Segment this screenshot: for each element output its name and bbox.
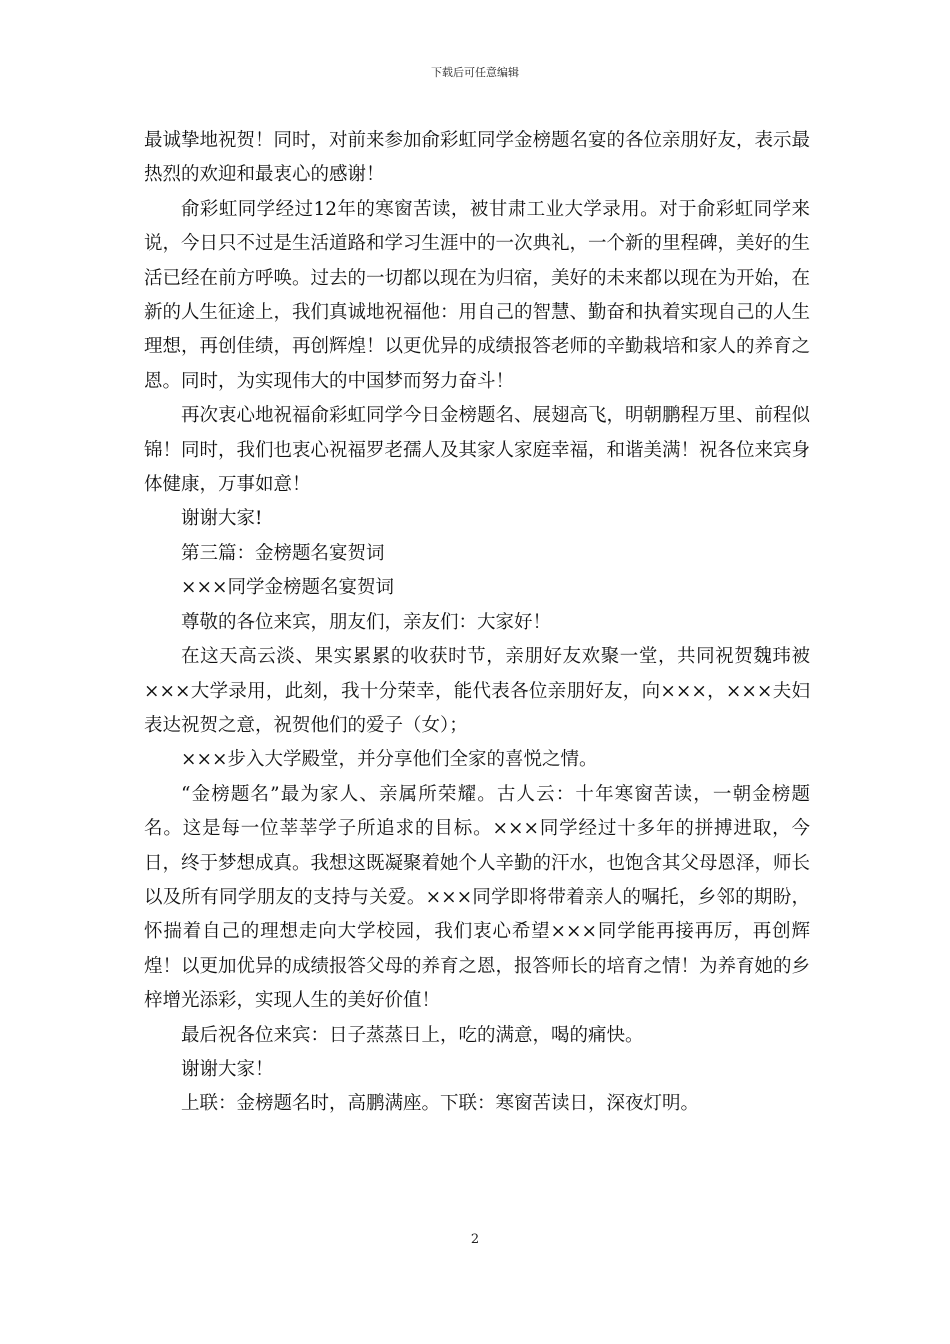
paragraph: 在这天高云淡、果实累累的收获时节，亲朋好友欢聚一堂，共同祝贺魏玮被×××大学录用，此刻，我十分荣幸，能代表各位亲朋好友，向×××，×××夫妇表达祝贺之意，祝贺他们的爱子（女）； (144, 646, 810, 736)
page-number: 2 (470, 1232, 480, 1247)
paragraph: 谢谢大家！ (181, 1058, 274, 1080)
paragraph: 最后祝各位来宾：日子蒸蒸日上，吃的满意，喝的痛快。 (181, 1024, 644, 1046)
paragraph: 最诚挚地祝贺！同时，对前来参加俞彩虹同学金榜题名宴的各位亲朋好友，表示最热烈的欢迎和最衷心的感谢！ (144, 130, 811, 186)
page-header: 下载后可任意编辑 (431, 66, 519, 79)
document-body (144, 124, 810, 1122)
speech-title: ×××同学金榜题名宴贺词 (181, 577, 395, 599)
section-title: 第三篇：金榜题名宴贺词 (181, 542, 385, 564)
paragraph: ×××步入大学殿堂，并分享他们全家的喜悦之情。 (181, 749, 598, 771)
salutation: 尊敬的各位来宾，朋友们，亲友们：大家好！ (181, 611, 552, 633)
paragraph: 再次衷心地祝福俞彩虹同学今日金榜题名、展翅高飞，明朝鹏程万里、前程似锦！同时，我们也衷心祝福罗老孺人及其家人家庭幸福，和谐美满！祝各位来宾身体健康，万事如意！ (144, 405, 811, 496)
paragraph: “金榜题名”最为家人、亲属所荣耀。古人云：十年寒窗苦读，一朝金榜题名。这是每一位莘莘学子所追求的目标。×××同学经过十多年的拼搏进取，今日，终于梦想成真。我想这既凝聚着她个人辛勤的汗水，也饱含其父母恩泽，师长以及所有同学朋友的支持与关爱。×××同学即将带着亲人的嘱托，乡邻的期盼，怀揣着自己的理想走向大学校园，我们衷心希望×××同学能再接再厉，再创辉煌！以更加优异的成绩报答父母的养育之恩，报答师长的培育之情！为养育她的乡梓增光添彩，实现人生的美好价值！ (144, 783, 811, 1012)
paragraph: 俞彩虹同学经过12年的寒窗苦读，被甘肃工业大学录用。对于俞彩虹同学来说，今日只不过是生活道路和学习生涯中的一次典礼，一个新的里程碑，美好的生活已经在前方呼唤。过去的一切都以现在为归宿，美好的未来都以现在为开始，在新的人生征途上，我们真诚地祝福他：用自己的智慧、勤奋和执着实现自己的人生理想，再创佳绩，再创辉煌！以更优异的成绩报答老师的辛勤栽培和家人的养育之恩。同时，为实现伟大的中国梦而努力奋斗！ (144, 198, 811, 392)
couplet: 上联：金榜题名时，高鹏满座。下联：寒窗苦读日，深夜灯明。 (181, 1093, 700, 1115)
paragraph: 谢谢大家! (181, 508, 263, 530)
